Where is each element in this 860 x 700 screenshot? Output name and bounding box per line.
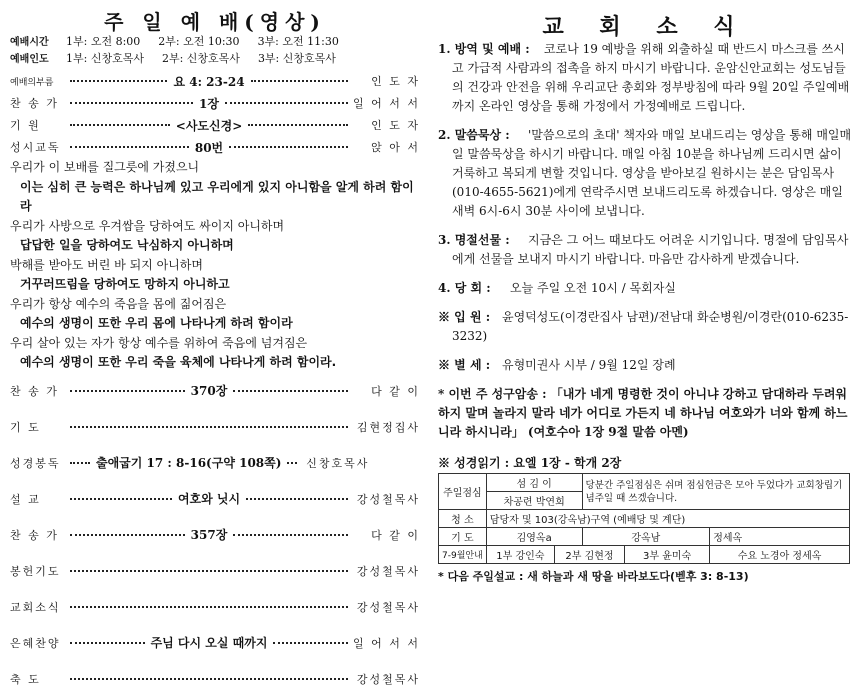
order-value: 1장 [199, 96, 219, 111]
meta-value: 1부: 오전 8:00 [66, 34, 141, 48]
dot-leader [273, 642, 348, 644]
order-leader: 김현정집사 [356, 420, 420, 434]
order-label: 찬 송 가 [10, 528, 59, 542]
next-sermon: * 다음 주일설교 : 새 하늘과 새 땅을 바라보도다(벧후 3: 8-13) [438, 570, 749, 583]
order-label: 찬 송 가 [10, 97, 59, 110]
news-number: 2. 말씀묵상 : [438, 128, 510, 142]
reading-response-line: 이는 심히 큰 능력은 하나님께 있고 우리에게 있지 아니함을 알게 하려 함이라 [20, 179, 414, 213]
dot-leader [246, 498, 348, 500]
meta-row-leader [10, 49, 420, 66]
order-row [10, 114, 420, 136]
table-cell: 정세옥 [710, 528, 850, 546]
order-label: 기 원 [10, 119, 41, 132]
dot-leader [251, 80, 348, 82]
order-leader: 일 어 서 서 [353, 97, 421, 110]
dot-leader [70, 462, 90, 464]
order-leader: 앉 아 서 [371, 141, 421, 154]
table-cell: 차공련 박연희 [486, 492, 582, 510]
meta-value: 3부: 신창호목사 [257, 51, 336, 65]
reading-leader-line: 우리가 이 보배를 질그릇에 가졌으니 [10, 160, 200, 174]
order-label: 기 도 [10, 420, 41, 434]
order-label: 설 교 [10, 492, 41, 506]
news-text: '말씀으로의 초대' 책자와 매일 보내드리는 영상을 통해 매일매일 말씀묵상을 하시기 바랍니다. 매일 아침 10분을 하나님께 드리시면 삶이 거룩하고 복되게 변할 것입니다. 영상을 받아보길 원하시는 분은 담임목사(010-4655-5621)에게 연락주시면 보내드리도록 하겠습니다. 영상은 매일 새벽 6시-6시 30분 사이에 보냅니다. [452, 128, 852, 218]
table-row [439, 510, 850, 528]
reading-response-line: 답답한 일을 당하여도 낙심하지 아니하며 [20, 238, 234, 252]
meta-value: 1부: 신창호목사 [66, 51, 144, 65]
news-text: 코로나 19 예방을 위해 외출하실 때 반드시 마스크를 쓰시고 가급적 사람과의 접촉을 하지 마시기 바랍니다. 운암신안교회는 성도님들의 건강과 안전을 위해 우리교단 총회와 정부방침에 따라 9월 20일 주일예배까지 온라인 영상을 통해 가정에서 가정예배로 드립니다. [452, 42, 850, 113]
order-label: 교회소식 [10, 600, 61, 614]
order-leader: 다 같 이 [371, 528, 420, 542]
table-cell: 김영옥a [486, 528, 582, 546]
dot-leader [70, 146, 189, 148]
dot-leader [70, 390, 185, 392]
order-value: 주님 다시 오실 때까지 [150, 636, 268, 650]
dot-leader [70, 642, 145, 644]
order-label: 은혜찬양 [10, 636, 61, 650]
dot-leader [70, 678, 348, 680]
reading-response-line: 예수의 생명이 또한 우리 죽을 육체에 나타나게 하려 함이라. [20, 355, 337, 369]
order-value: 357장 [190, 528, 228, 542]
reading-leader-line: 박해를 받아도 버린 바 되지 아니하며 [10, 257, 203, 272]
dot-leader [70, 426, 348, 428]
dot-leader [70, 124, 170, 126]
bible-reading-plan: ※ 성경읽기 : 요엘 1장 - 학개 2장 [438, 456, 622, 470]
dot-leader [248, 124, 348, 126]
order-label: 성시교독 [10, 141, 61, 154]
dot-leader [229, 146, 348, 148]
responsive-reading [10, 158, 420, 373]
order-leader: 신창호목사 [306, 456, 370, 470]
news-title: 교 회 소 식 [542, 14, 749, 40]
order-leader: 다 같 이 [371, 384, 420, 398]
order-row [10, 589, 420, 625]
table-cell: 3부 윤미숙 [625, 546, 710, 564]
news-text: 오늘 주일 오전 10시 / 목회자실 [510, 281, 676, 295]
order-value: 80번 [194, 140, 224, 155]
funeral-text: 유형미권사 시부 / 9월 12일 장례 [502, 358, 676, 372]
meta-key: 예배인도 [10, 54, 49, 65]
order-row [10, 661, 420, 697]
order-value: 370장 [190, 384, 228, 398]
order-leader: 강성철목사 [356, 492, 421, 506]
dot-leader [70, 498, 172, 500]
order-row [10, 92, 420, 114]
dot-leader [70, 570, 348, 572]
table-cell: 담당자 및 103(강옥남)구역 (예배당 및 계단) [486, 510, 849, 528]
reading-leader-line: 우리가 사방으로 우겨쌈을 당하여도 싸이지 아니하며 [10, 218, 285, 233]
order-value: 요 4: 23-24 [173, 74, 245, 89]
order-row [10, 481, 420, 517]
order-label: 성경봉독 [10, 456, 61, 470]
order-row [10, 70, 420, 92]
order-row [10, 553, 420, 589]
dot-leader [70, 606, 348, 608]
church-news-column [438, 0, 853, 700]
dot-leader [233, 534, 348, 536]
dot-leader [287, 462, 297, 464]
table-cell: 청 소 [439, 510, 487, 528]
meta-value: 2부: 오전 10:30 [158, 34, 240, 48]
table-row [439, 546, 850, 564]
news-number: 1. 방역 및 예배 : [438, 42, 530, 56]
news-text: 지금은 그 어느 때보다도 어려운 시기입니다. 명절에 담임목사에게 선물을 보내지 마시기 바랍니다. 마음만 감사하게 받겠습니다. [452, 233, 849, 266]
order-value: 여호와 닛시 [177, 492, 241, 506]
dot-leader [70, 102, 193, 104]
meta-row-time [10, 32, 420, 49]
table-cell: 기 도 [439, 528, 487, 546]
order-value: <사도신경> [175, 118, 243, 133]
worship-order-column [10, 0, 420, 700]
reading-response-line: 거꾸러뜨림을 당하여도 망하지 아니하고 [20, 277, 230, 291]
table-cell: 7-9월안내 [439, 546, 487, 564]
reading-response-line: 예수의 생명이 또한 우리 몸에 나타나게 하려 함이라 [20, 316, 293, 330]
order-row [10, 409, 420, 445]
reading-leader-line: 우리가 항상 예수의 죽음을 몸에 짊어짐은 [10, 296, 227, 311]
news-number: 4. 당 회 : [438, 281, 491, 295]
order-row [10, 517, 420, 553]
order-label: 봉헌기도 [10, 564, 61, 578]
table-cell: 섬 김 이 [486, 474, 582, 492]
order-row [10, 625, 420, 661]
order-leader: 강성철목사 [356, 600, 420, 614]
worship-title: 주 일 예 배(영상) [104, 10, 326, 34]
table-cell: 주일점심 [439, 474, 487, 510]
meta-value: 3부: 오전 11:30 [257, 34, 339, 48]
news-number: 3. 명절선물 : [438, 233, 510, 247]
order-row [10, 373, 420, 409]
table-cell: 수요 노경아 정세옥 [710, 546, 850, 564]
table-cell: 강옥남 [582, 528, 710, 546]
funeral-head: ※ 별 세 : [438, 358, 491, 372]
table-cell: 당분간 주일점심은 쉬며 점심헌금은 모아 두었다가 교회창립기념주일 때 쓰겠습니다. [582, 474, 849, 510]
table-cell: 1부 강인숙 [486, 546, 554, 564]
order-label: 찬 송 가 [10, 384, 59, 398]
dot-leader [70, 80, 167, 82]
reading-leader-line: 우리 살아 있는 자가 항상 예수를 위하여 죽음에 넘겨짐은 [10, 335, 308, 350]
table-cell: 2부 김현정 [554, 546, 624, 564]
order-leader: 강성철목사 [356, 564, 420, 578]
order-leader: 인 도 자 [371, 119, 421, 132]
order-leader: 강성철목사 [356, 672, 420, 686]
order-row [10, 445, 420, 481]
table-row [439, 528, 850, 546]
meta-key: 예배시간 [10, 37, 49, 48]
dot-leader [225, 102, 348, 104]
service-table [438, 473, 850, 564]
order-leader: 인 도 자 [371, 75, 421, 88]
order-value: 출애굽기 17 : 8-16(구약 108쪽) [96, 456, 282, 470]
dot-leader [70, 534, 185, 536]
order-label: 예배의부름 [10, 77, 54, 88]
hospital-text: 윤영덕성도(이경란집사 남편)/전남대 화순병원/이경란(010-6235-3232) [452, 310, 849, 343]
dot-leader [233, 390, 348, 392]
meta-value: 2부: 신창호목사 [161, 51, 240, 65]
order-leader: 일 어 서 서 [353, 636, 420, 650]
memory-verse: * 이번 주 성구암송 : 「내가 네게 명령한 것이 아니냐 강하고 담대하라 두려워하지 말며 놀라지 말라 네가 어디로 가든지 네 하나님 여호와가 너와 함께 하느니라 하시니라」 (여호수아 1장 9절 말씀 아멘) [438, 387, 848, 439]
hospital-head: ※ 입 원 : [438, 310, 491, 324]
order-label: 축 도 [10, 672, 41, 686]
table-row [439, 474, 850, 492]
order-row [10, 136, 420, 158]
